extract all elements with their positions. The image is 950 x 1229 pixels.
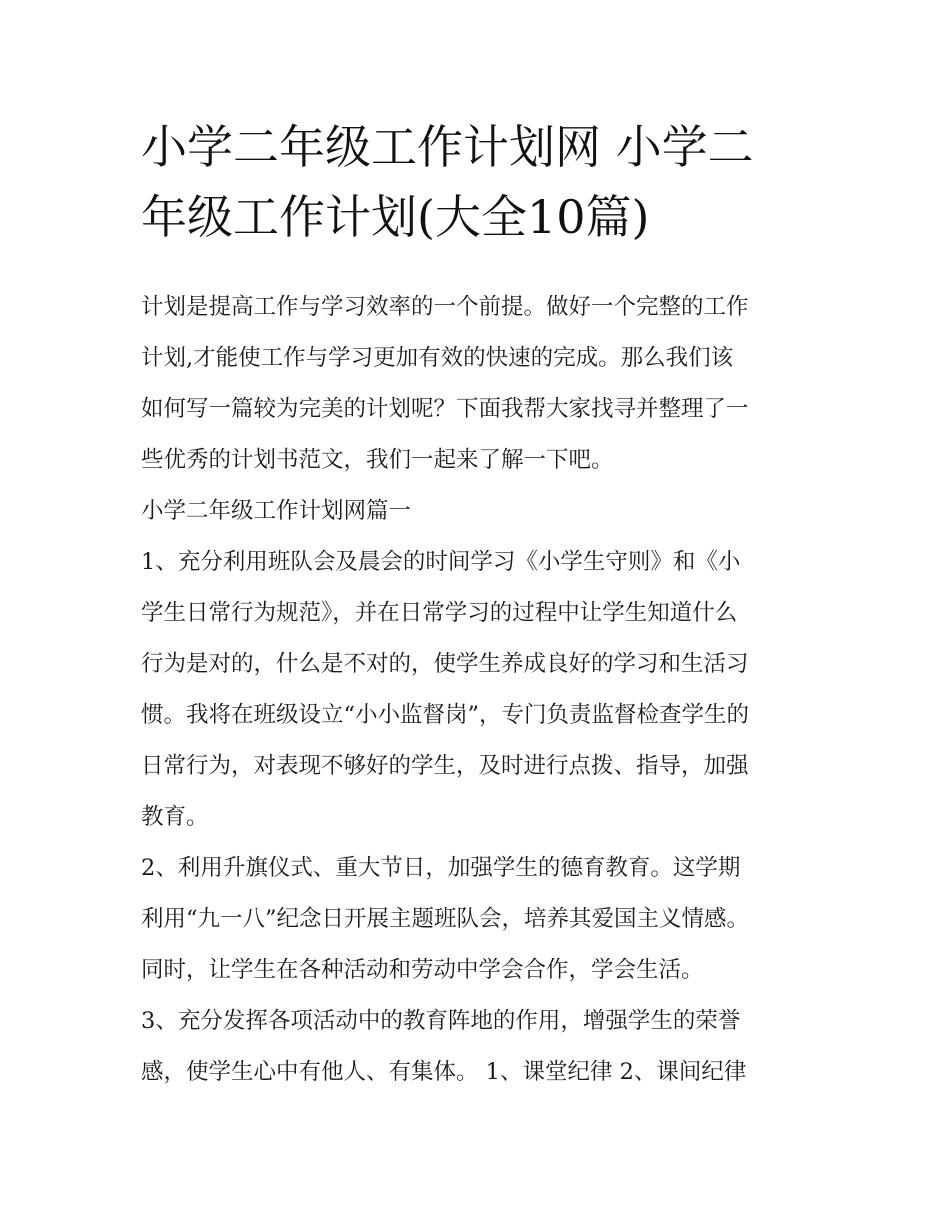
document-title xyxy=(141,112,813,252)
document-page xyxy=(141,112,813,1098)
section-heading xyxy=(141,486,813,537)
document-body xyxy=(141,282,813,1098)
text-line: 感，使学生心中有他人、有集体。 1、课堂纪律 2、课间纪律 xyxy=(141,1059,747,1085)
text-line: 日常行为，对表现不够好的学生，及时进行点拨、指导，加强 xyxy=(141,753,749,779)
text-line: 2、利用升旗仪式、重大节日，加强学生的德育教育。这学期 xyxy=(141,855,741,881)
title-line: 年级工作计划(大全10篇) xyxy=(141,190,650,244)
item-paragraph-2 xyxy=(141,843,813,996)
text-line: 教育。 xyxy=(141,804,209,830)
text-line: 利用“九一八”纪念日开展主题班队会，培养其爱国主义情感。 xyxy=(141,906,750,932)
intro-paragraph xyxy=(141,282,813,486)
text-line: 如何写一篇较为完美的计划呢？下面我帮大家找寻并整理了一 xyxy=(141,396,749,422)
text-line: 小学二年级工作计划网篇一 xyxy=(141,498,412,524)
title-line: 小学二年级工作计划网 小学二 xyxy=(141,120,754,174)
text-line: 些优秀的计划书范文，我们一起来了解一下吧。 xyxy=(141,447,614,473)
text-line: 1、充分利用班队会及晨会的时间学习《小学生守则》和《小 xyxy=(141,549,741,575)
text-line: 同时，让学生在各种活动和劳动中学会合作，学会生活。 xyxy=(141,957,704,983)
text-line: 3、充分发挥各项活动中的教育阵地的作用，增强学生的荣誉 xyxy=(141,1008,741,1034)
text-line: 计划是提高工作与学习效率的一个前提。做好一个完整的工作 xyxy=(141,294,749,320)
text-line: 学生日常行为规范》，并在日常学习的过程中让学生知道什么 xyxy=(141,600,738,626)
item-paragraph-1 xyxy=(141,537,813,843)
text-line: 行为是对的，什么是不对的，使学生养成良好的学习和生活习 xyxy=(141,651,749,677)
text-line: 计划,才能使工作与学习更加有效的快速的完成。那么我们该 xyxy=(141,345,734,371)
text-line: 惯。我将在班级设立“小小监督岗”，专门负责监督检查学生的 xyxy=(141,702,750,728)
item-paragraph-3 xyxy=(141,996,813,1098)
